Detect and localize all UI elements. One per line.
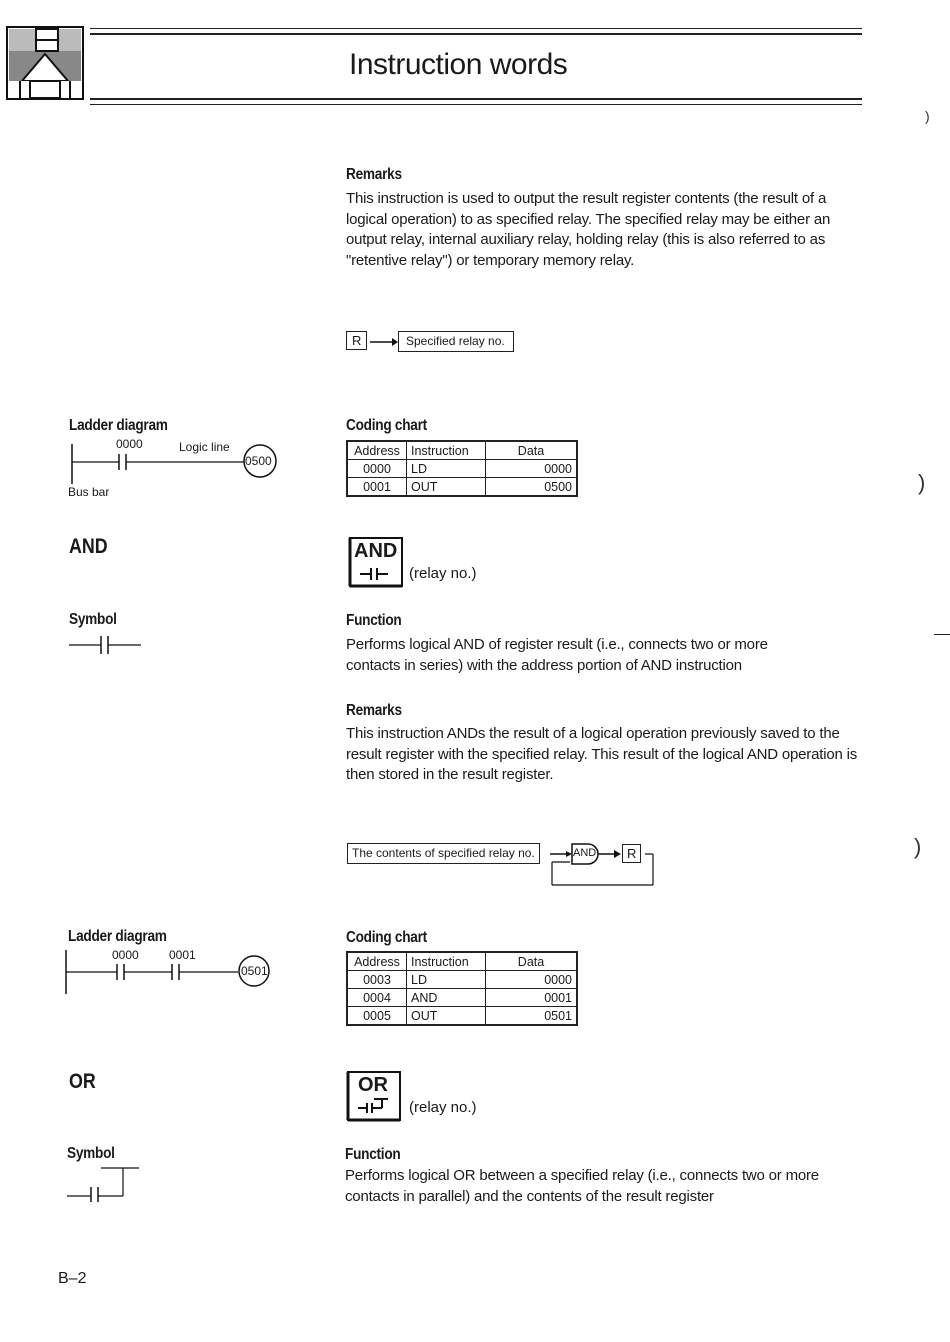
out-ladder-bus-bar-label: Bus bar: [68, 485, 110, 499]
out-remarks-heading: Remarks: [346, 166, 402, 183]
or-symbol-heading: Symbol: [67, 1145, 115, 1162]
and-coding-heading: Coding chart: [346, 929, 427, 946]
table-cell: 0001: [486, 989, 578, 1007]
and-symbol-icon: [69, 634, 143, 656]
table-cell: 0000: [486, 460, 578, 478]
table-cell: AND: [407, 989, 486, 1007]
out-ladder-logic-line-label: Logic line: [179, 440, 230, 454]
table-cell: OUT: [407, 1007, 486, 1026]
table-cell: 0500: [486, 478, 578, 497]
table-cell: 0000: [347, 460, 407, 478]
and-ladder-contact2-label: 0001: [169, 948, 196, 962]
binding-mark: ): [925, 108, 930, 124]
table-cell: 0000: [486, 971, 578, 989]
and-remarks-heading: Remarks: [346, 702, 402, 719]
binding-mark: [934, 634, 950, 635]
out-flow-arrow: [370, 334, 398, 350]
or-key: [344, 1070, 404, 1122]
table-row: [347, 460, 577, 478]
out-ladder-heading: Ladder diagram: [69, 417, 168, 434]
and-remarks-text: This instruction ANDs the result of a logical operation previously saved to the result register with the specified relay. This result of the logical AND operation is then stored in the result register.: [346, 725, 858, 783]
table-cell: LD: [407, 460, 486, 478]
table-row: [347, 478, 577, 497]
out-flow-to-box: Specified relay no.: [398, 331, 514, 352]
table-row: [347, 989, 577, 1007]
table-header: Data: [486, 952, 578, 971]
or-function-heading: Function: [345, 1146, 401, 1163]
out-ladder-coil-label: 0500: [245, 454, 272, 468]
and-flow-gate-label: AND: [573, 847, 597, 859]
out-ladder-contact-label: 0000: [116, 437, 143, 451]
and-key-suffix: (relay no.): [409, 565, 477, 582]
table-cell: 0003: [347, 971, 407, 989]
and-section-title: AND: [69, 535, 108, 558]
or-section-title: OR: [69, 1070, 96, 1093]
and-ladder-heading: Ladder diagram: [68, 928, 167, 945]
and-flow-from-box: The contents of specified relay no.: [347, 843, 540, 864]
table-cell: OUT: [407, 478, 486, 497]
table-cell: 0501: [486, 1007, 578, 1026]
table-cell: 0001: [347, 478, 407, 497]
and-key: [346, 536, 404, 588]
out-coding-table: [346, 440, 578, 497]
binding-mark: ): [914, 834, 922, 859]
table-header: Data: [486, 441, 578, 460]
table-cell: 0004: [347, 989, 407, 1007]
section-logo: [6, 26, 84, 100]
and-ladder-coil-label: 0501: [241, 964, 268, 978]
table-header: Address: [347, 952, 407, 971]
and-ladder-contact1-label: 0000: [112, 948, 139, 962]
and-symbol-heading: Symbol: [69, 611, 117, 628]
table-row: [347, 1007, 577, 1026]
page-title: Instruction words: [349, 48, 568, 81]
table-header: Instruction: [407, 441, 486, 460]
and-flow-diagram: [548, 838, 658, 890]
and-coding-table: [346, 951, 578, 1026]
out-flow-from-box: R: [346, 331, 367, 350]
page-number: B–2: [58, 1270, 87, 1287]
table-row: [347, 971, 577, 989]
and-function-heading: Function: [346, 612, 402, 629]
table-cell: 0005: [347, 1007, 407, 1026]
binding-mark: ): [918, 470, 926, 495]
or-symbol-icon: [67, 1166, 141, 1202]
table-header: Instruction: [407, 952, 486, 971]
out-remarks-text: This instruction is used to output the result register contents (the result of a logical operation) to as specified relay. The specified relay may be either an output relay, internal auxiliary relay, holding relay (this is also referred to as "retentive relay") or temporary memory relay.: [346, 190, 831, 269]
out-coding-heading: Coding chart: [346, 417, 427, 434]
table-header: Address: [347, 441, 407, 460]
or-key-suffix: (relay no.): [409, 1099, 477, 1116]
or-key-label: OR: [358, 1074, 388, 1096]
and-function-text: Performs logical AND of register result (i.e., connects two or more contacts in series) with the address portion of AND instruction: [346, 636, 768, 674]
or-function-text: Performs logical OR between a specified relay (i.e., connects two or more contacts in parallel) and the contents of the result register: [345, 1167, 819, 1205]
and-flow-to-box: R: [622, 844, 641, 863]
and-key-label: AND: [354, 540, 398, 562]
table-cell: LD: [407, 971, 486, 989]
